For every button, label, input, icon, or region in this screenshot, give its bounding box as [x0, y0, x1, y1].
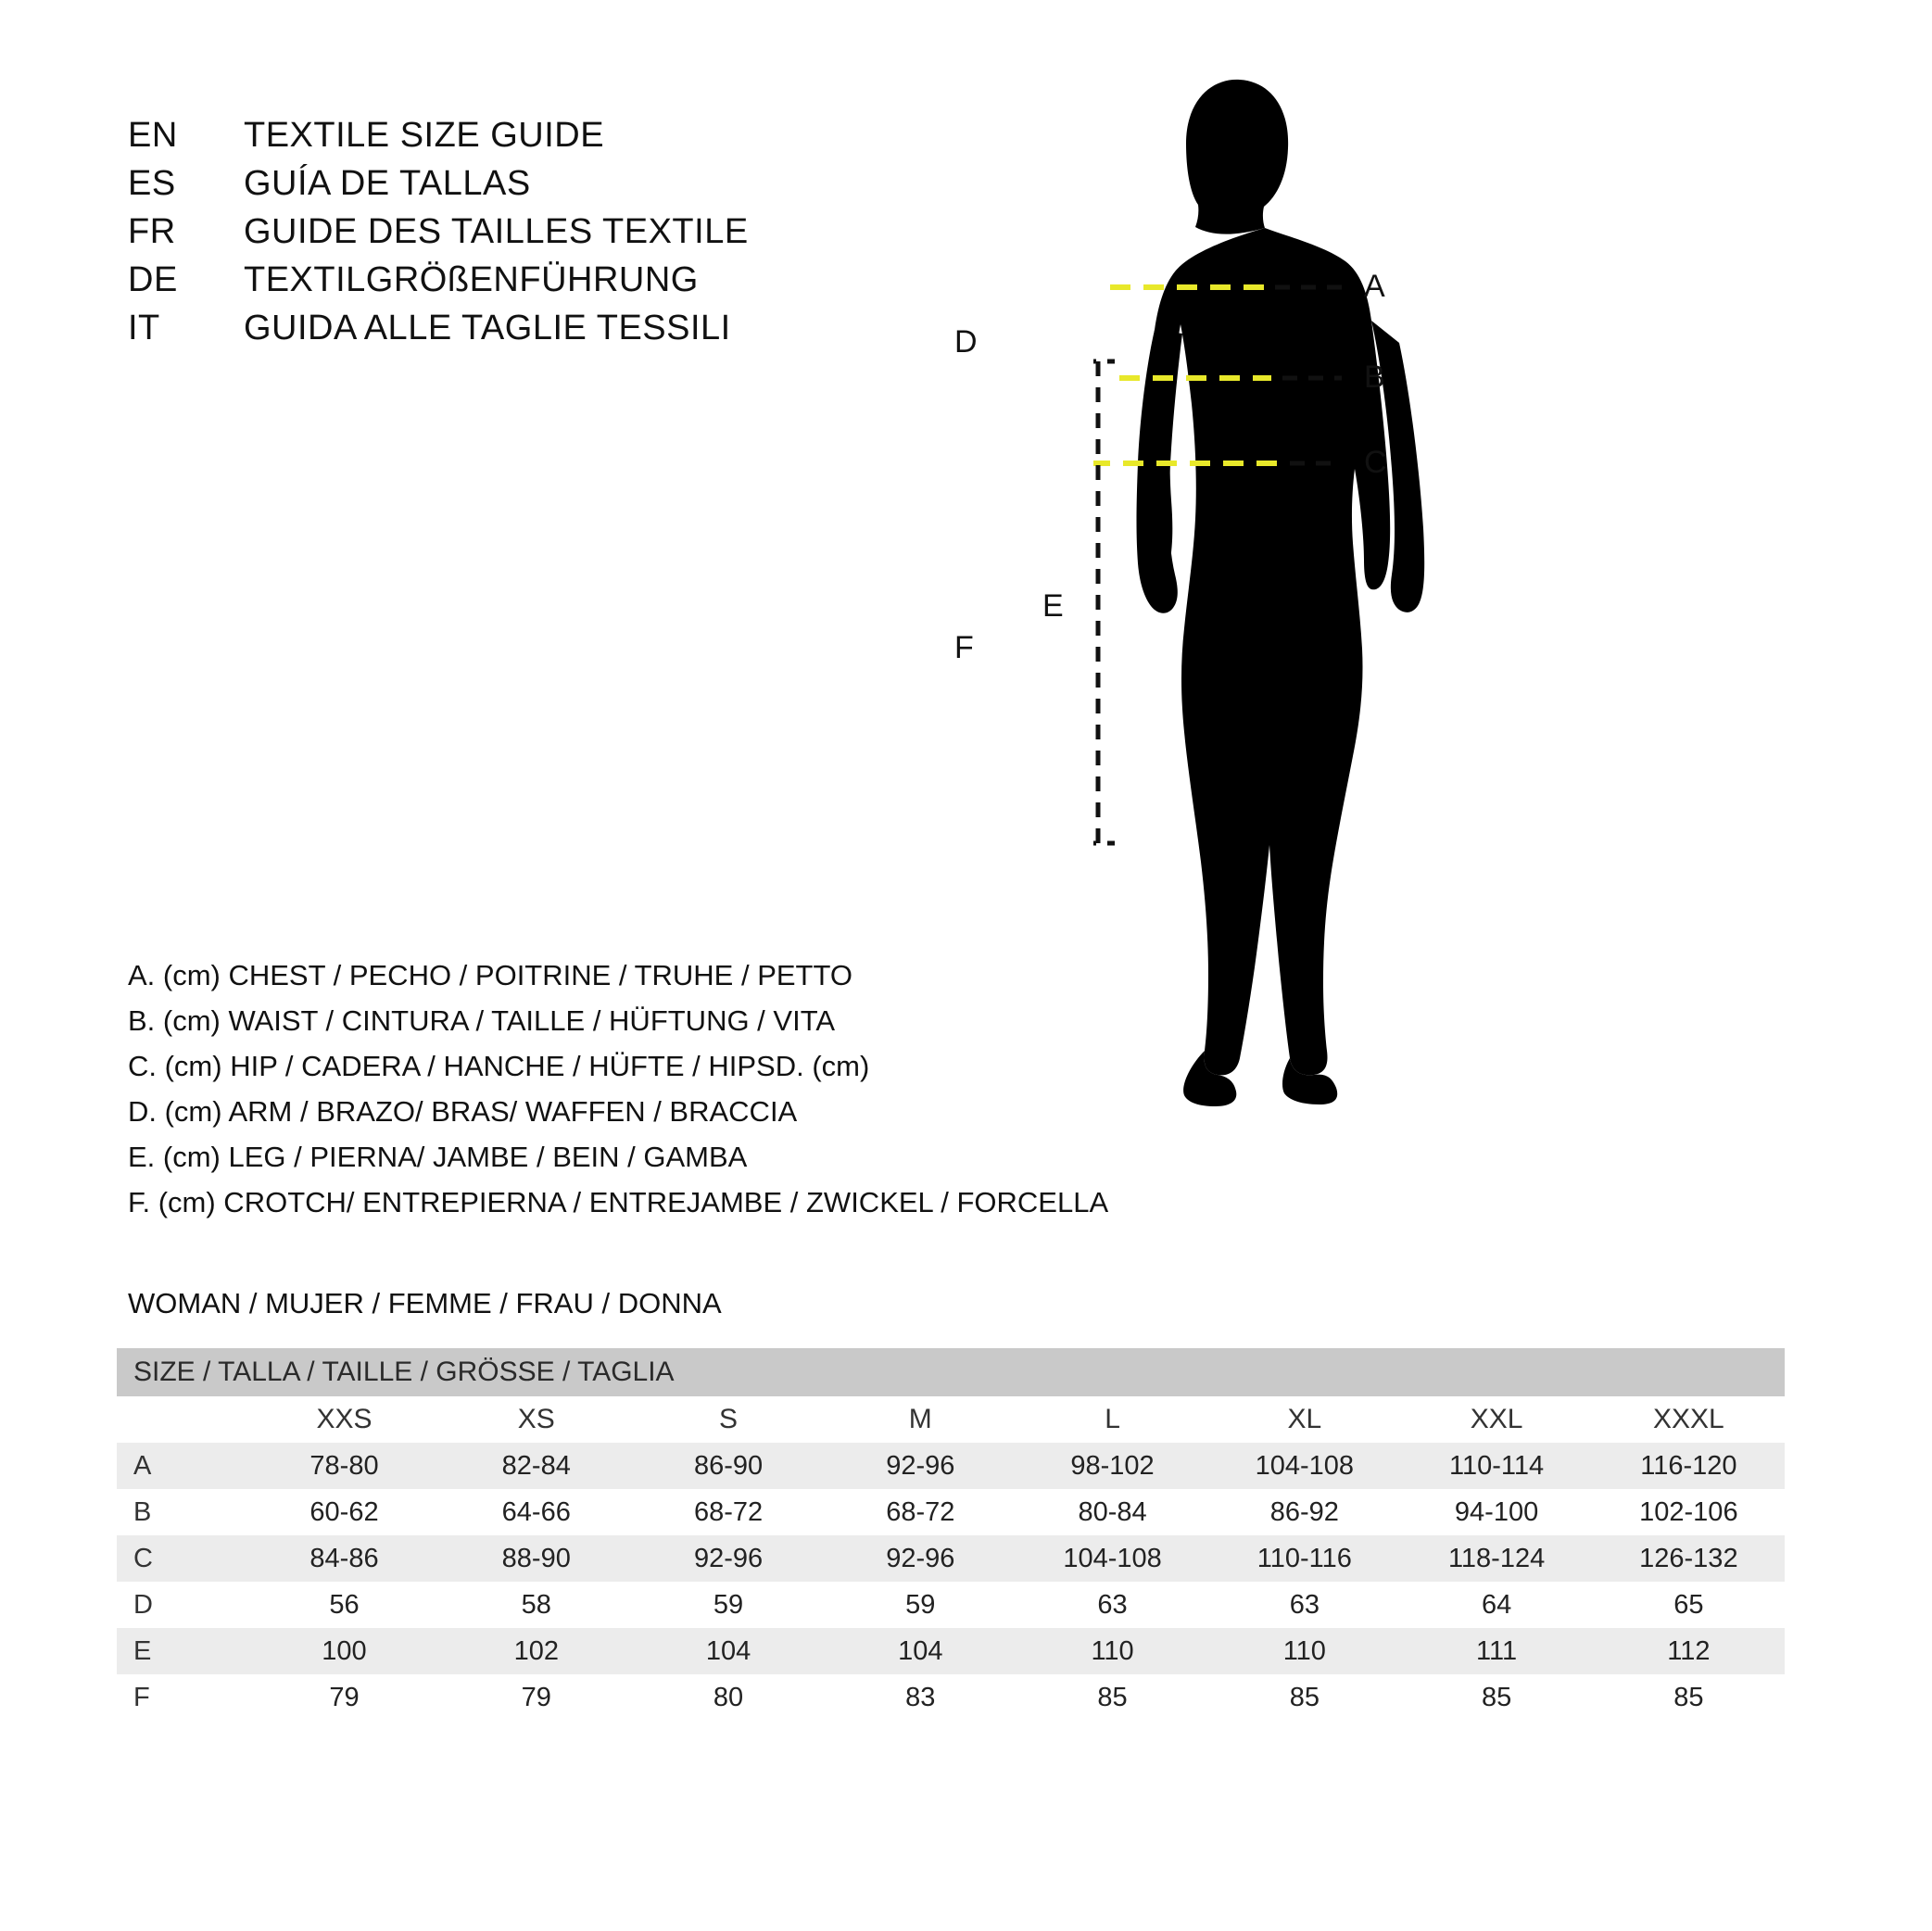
table-row — [117, 1628, 1785, 1674]
marker-label-c: C — [1364, 445, 1387, 480]
table-row — [117, 1489, 1785, 1535]
cell: 83 — [825, 1674, 1017, 1721]
cell: 104-108 — [1017, 1535, 1208, 1582]
marker-label-f: F — [954, 630, 974, 665]
cell: 64 — [1400, 1582, 1592, 1628]
cell: 100 — [248, 1628, 440, 1674]
language-title: GUIDA ALLE TAGLIE TESSILI — [244, 309, 731, 347]
language-title: TEXTILE SIZE GUIDE — [244, 116, 605, 155]
row-label: A — [117, 1443, 248, 1489]
cell: 110 — [1208, 1628, 1400, 1674]
cell: 104-108 — [1208, 1443, 1400, 1489]
row-label: E — [117, 1628, 248, 1674]
cell: 58 — [440, 1582, 632, 1628]
cell: 92-96 — [632, 1535, 824, 1582]
cell: 59 — [825, 1582, 1017, 1628]
cell: 92-96 — [825, 1443, 1017, 1489]
column-header-s: S — [632, 1396, 824, 1443]
woman-silhouette — [1137, 80, 1425, 1106]
language-title-block — [128, 116, 888, 357]
cell: 65 — [1593, 1582, 1785, 1628]
cell: 63 — [1208, 1582, 1400, 1628]
column-header-xxl: XXL — [1400, 1396, 1592, 1443]
table-row — [117, 1674, 1785, 1721]
cell: 68-72 — [632, 1489, 824, 1535]
title-row — [128, 116, 888, 164]
cell: 88-90 — [440, 1535, 632, 1582]
table-row — [117, 1535, 1785, 1582]
cell: 104 — [632, 1628, 824, 1674]
size-table — [117, 1348, 1785, 1721]
language-code: ES — [128, 164, 176, 203]
cell: 85 — [1593, 1674, 1785, 1721]
cell: 68-72 — [825, 1489, 1017, 1535]
cell: 78-80 — [248, 1443, 440, 1489]
cell: 94-100 — [1400, 1489, 1592, 1535]
table-title: SIZE / TALLA / TAILLE / GRÖSSE / TAGLIA — [117, 1348, 1785, 1396]
row-label: C — [117, 1535, 248, 1582]
legend-item-c: C. (cm) HIP / CADERA / HANCHE / HÜFTE / HIPSD. (cm) — [128, 1050, 870, 1082]
cell: 80 — [632, 1674, 824, 1721]
legend-item-a: A. (cm) CHEST / PECHO / POITRINE / TRUHE / PETTO — [128, 959, 852, 991]
column-header-xl: XL — [1208, 1396, 1400, 1443]
column-header-xxs: XXS — [248, 1396, 440, 1443]
cell: 63 — [1017, 1582, 1208, 1628]
cell: 85 — [1208, 1674, 1400, 1721]
cell: 92-96 — [825, 1535, 1017, 1582]
cell: 85 — [1400, 1674, 1592, 1721]
legend-item-e: E. (cm) LEG / PIERNA/ JAMBE / BEIN / GAMBA — [128, 1141, 748, 1173]
column-header — [117, 1396, 248, 1443]
language-title: GUIDE DES TAILLES TEXTILE — [244, 212, 749, 251]
marker-label-e: E — [1042, 588, 1064, 624]
table-row — [117, 1582, 1785, 1628]
table-row — [117, 1443, 1785, 1489]
column-header-m: M — [825, 1396, 1017, 1443]
cell: 104 — [825, 1628, 1017, 1674]
cell: 116-120 — [1593, 1443, 1785, 1489]
row-label: D — [117, 1582, 248, 1628]
cell: 110-116 — [1208, 1535, 1400, 1582]
cell: 111 — [1400, 1628, 1592, 1674]
cell: 80-84 — [1017, 1489, 1208, 1535]
cell: 102-106 — [1593, 1489, 1785, 1535]
cell: 86-92 — [1208, 1489, 1400, 1535]
table-header-row — [117, 1396, 1785, 1443]
cell: 85 — [1017, 1674, 1208, 1721]
row-label: F — [117, 1674, 248, 1721]
cell: 112 — [1593, 1628, 1785, 1674]
language-code: DE — [128, 260, 178, 299]
legend-item-f: F. (cm) CROTCH/ ENTREPIERNA / ENTREJAMBE / ZWICKEL / FORCELLA — [128, 1186, 1109, 1218]
cell: 79 — [440, 1674, 632, 1721]
cell: 118-124 — [1400, 1535, 1592, 1582]
cell: 56 — [248, 1582, 440, 1628]
language-title: GUÍA DE TALLAS — [244, 164, 531, 203]
language-code: EN — [128, 116, 178, 155]
cell: 84-86 — [248, 1535, 440, 1582]
title-row — [128, 260, 888, 309]
title-row — [128, 212, 888, 260]
measurement-legend — [128, 953, 1221, 1225]
cell: 60-62 — [248, 1489, 440, 1535]
language-title: TEXTILGRÖßENFÜHRUNG — [244, 260, 699, 299]
row-label: B — [117, 1489, 248, 1535]
legend-item-b: B. (cm) WAIST / CINTURA / TAILLE / HÜFTUNG / VITA — [128, 1004, 836, 1037]
column-header-xxxl: XXXL — [1593, 1396, 1785, 1443]
marker-label-d: D — [954, 324, 978, 360]
cell: 110-114 — [1400, 1443, 1592, 1489]
title-row — [128, 164, 888, 212]
cell: 82-84 — [440, 1443, 632, 1489]
cell: 126-132 — [1593, 1535, 1785, 1582]
cell: 110 — [1017, 1628, 1208, 1674]
marker-label-b: B — [1364, 360, 1385, 395]
cell: 79 — [248, 1674, 440, 1721]
gender-caption: WOMAN / MUJER / FEMME / FRAU / DONNA — [128, 1287, 722, 1319]
legend-item-d: D. (cm) ARM / BRAZO/ BRAS/ WAFFEN / BRACCIA — [128, 1095, 798, 1128]
cell: 64-66 — [440, 1489, 632, 1535]
dimension-brackets — [1093, 241, 1115, 871]
cell: 102 — [440, 1628, 632, 1674]
column-header-xs: XS — [440, 1396, 632, 1443]
column-header-l: L — [1017, 1396, 1208, 1443]
cell: 86-90 — [632, 1443, 824, 1489]
language-code: FR — [128, 212, 176, 251]
table-title-row — [117, 1348, 1785, 1396]
language-code: IT — [128, 309, 160, 347]
cell: 59 — [632, 1582, 824, 1628]
measurement-figure — [954, 56, 1890, 1251]
title-row — [128, 309, 888, 357]
cell: 98-102 — [1017, 1443, 1208, 1489]
marker-label-a: A — [1364, 269, 1385, 304]
